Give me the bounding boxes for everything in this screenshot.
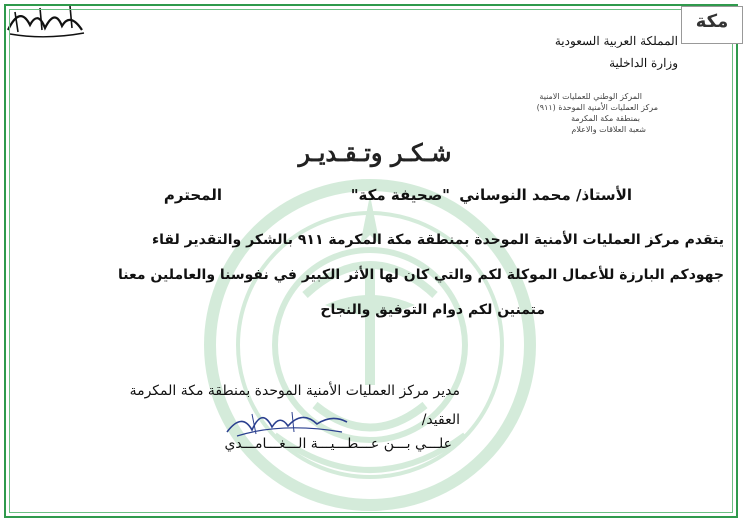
- center-line-1: المركز الوطني للعمليات الامنية: [539, 92, 642, 101]
- ministry-emblem-watermark: [195, 175, 545, 515]
- signatory-name: علـــي بـــن عـــطـــيـــة الـــغـــامـــدي: [224, 436, 452, 452]
- logo-text: مكة: [695, 11, 729, 32]
- center-line-2: مركز العمليات الأمنية الموحدة (٩١١): [536, 103, 658, 112]
- body-line-3: متمنين لكم دوام التوفيق والنجاح: [320, 302, 545, 318]
- center-line-3: بمنطقة مكة المكرمة: [571, 114, 640, 123]
- kingdom-name: المملكة العربية السعودية: [554, 34, 678, 48]
- center-line-4: شعبة العلاقات والاعلام: [571, 125, 646, 134]
- recipient-newspaper: "صحيفة مكة": [350, 186, 450, 204]
- recipient-name: الأستاذ/ محمد النوساني: [459, 186, 632, 204]
- body-line-2: جهودكم البارزة للأعمال الموكلة لكم والتي كان لها الأثر الكبير في نفوسنا والعاملين معنا: [118, 267, 724, 283]
- body-line-1: يتقدم مركز العمليات الأمنية الموحدة بمنطقة مكة المكرمة ٩١١ بالشكر والتقدير لقاء: [152, 232, 724, 248]
- ministry-name: وزارة الداخلية: [609, 56, 678, 70]
- signatory-position: مدير مركز العمليات الأمنية الموحدة بمنطقة مكة المكرمة: [129, 383, 460, 399]
- makkah-logo: [681, 6, 743, 44]
- signatory-rank: العقيد/: [421, 412, 460, 428]
- certificate-title: شـكـر وتـقـديـر: [298, 138, 452, 167]
- recipient-honorific: المحترم: [163, 186, 222, 204]
